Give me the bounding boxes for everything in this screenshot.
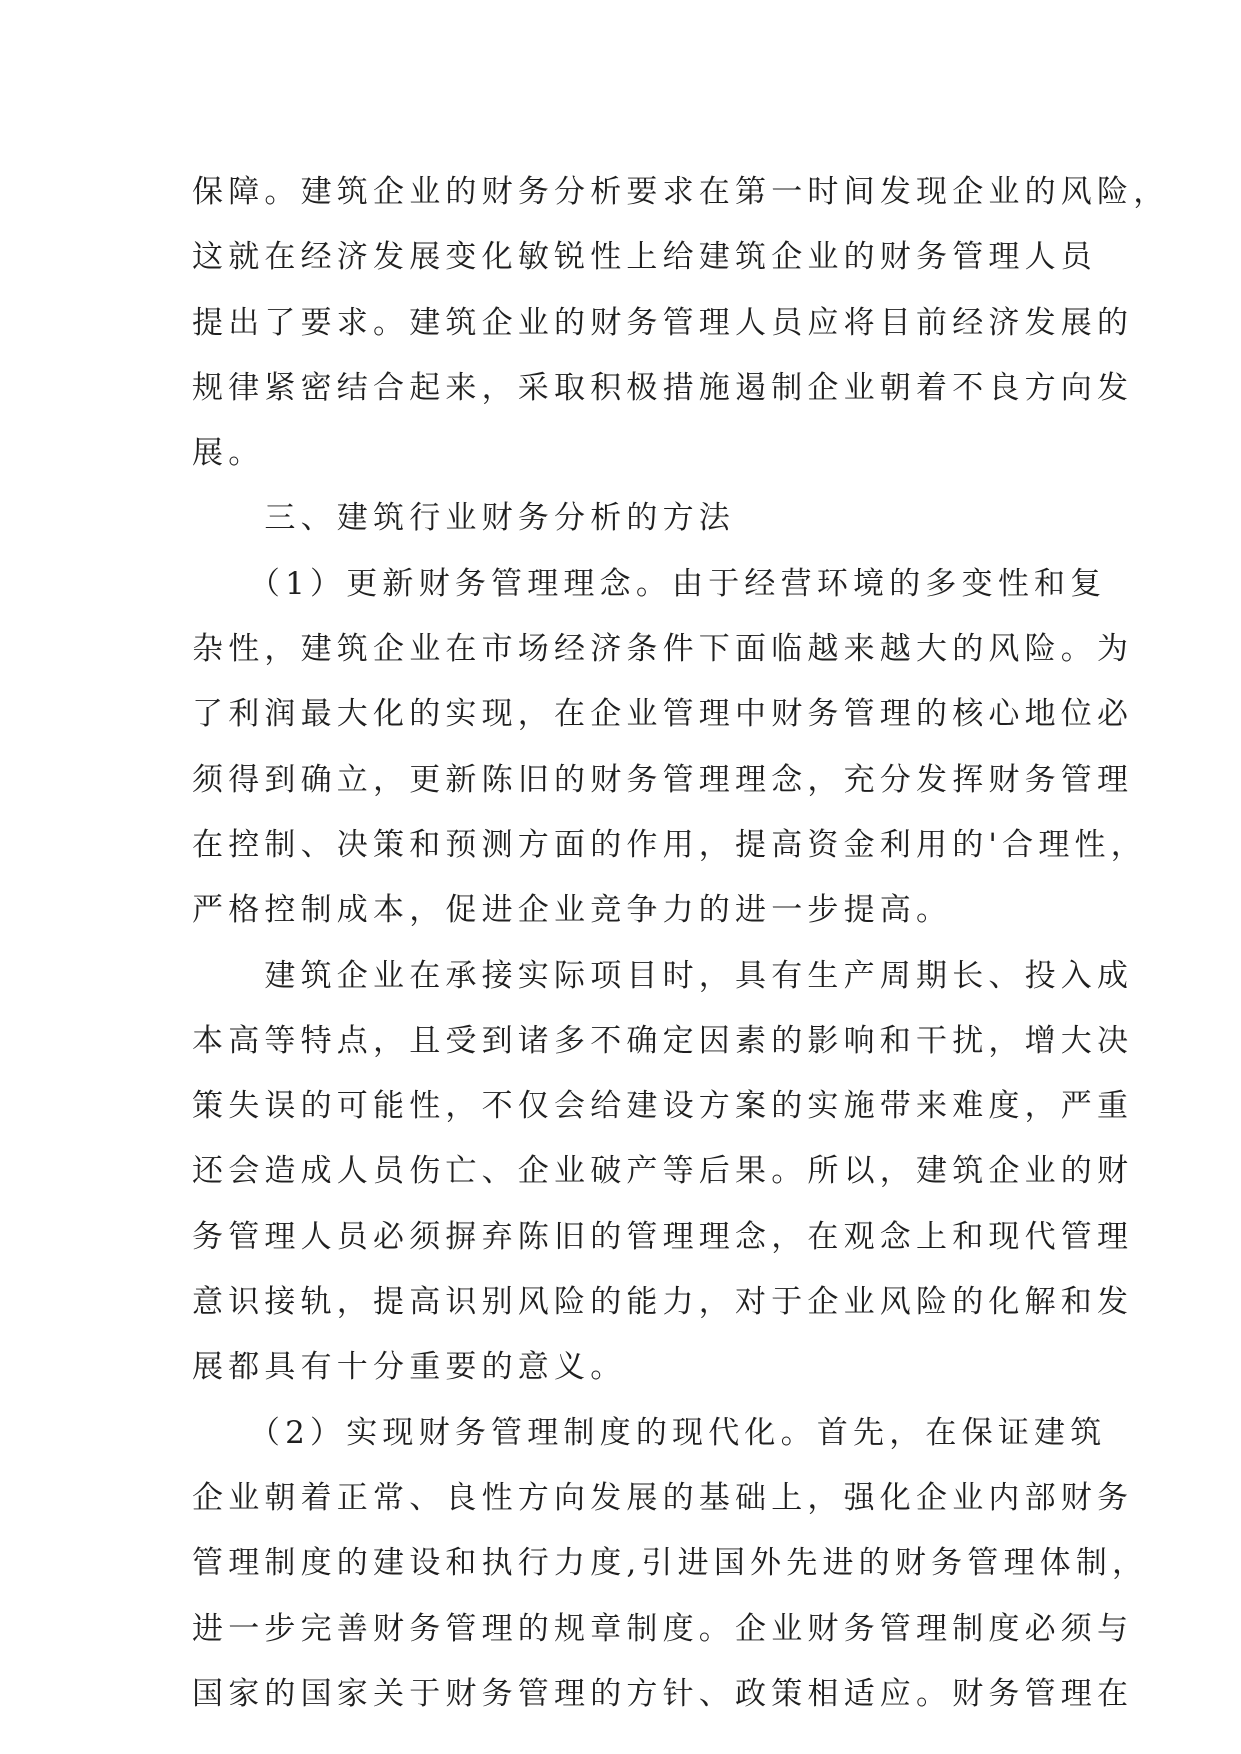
text-line: 建筑企业在承接实际项目时，具有生产周期长、投入成	[192, 957, 1134, 994]
text-line: 还会造成人员伤亡、企业破产等后果。所以，建筑企业的财	[192, 1153, 1134, 1190]
text-line: （1）更新财务管理理念。由于经营环境的多变性和复	[192, 565, 1107, 602]
text-line: 保障。建筑企业的财务分析要求在第一时间发现企业的风险，	[192, 174, 1170, 210]
text-line: 了利润最大化的实现，在企业管理中财务管理的核心地位必	[192, 696, 1134, 733]
text-line: 管理制度的建设和执行力度,引进国外先进的财务管理体制，	[192, 1545, 1149, 1582]
text-line: （2）实现财务管理制度的现代化。首先，在保证建筑	[192, 1414, 1107, 1451]
text-line: 展都具有十分重要的意义。	[192, 1349, 627, 1386]
text-line: 规律紧密结合起来，采取积极措施遏制企业朝着不良方向发	[192, 369, 1134, 406]
text-line: 在控制、决策和预测方面的作用，提高资金利用的'合理性，	[192, 826, 1147, 863]
text-line: 展。	[192, 435, 265, 472]
text-line: 须得到确立，更新陈旧的财务管理理念，充分发挥财务管理	[192, 761, 1134, 798]
text-line: 意识接轨，提高识别风险的能力，对于企业风险的化解和发	[192, 1284, 1134, 1321]
body-text	[192, 160, 1170, 1727]
text-line: 本高等特点，且受到诸多不确定因素的影响和干扰，增大决	[192, 1022, 1134, 1059]
text-line: 国家的国家关于财务管理的方针、政策相适应。财务管理在	[192, 1675, 1134, 1712]
section-heading: 三、建筑行业财务分析的方法	[192, 500, 735, 537]
text-line: 务管理人员必须摒弃陈旧的管理理念，在观念上和现代管理	[192, 1218, 1134, 1255]
text-line: 杂性，建筑企业在市场经济条件下面临越来越大的风险。为	[192, 631, 1134, 668]
text-line: 策失误的可能性，不仅会给建设方案的实施带来难度，严重	[192, 1088, 1134, 1125]
text-line: 进一步完善财务管理的规章制度。企业财务管理制度必须与	[192, 1610, 1134, 1647]
text-line: 提出了要求。建筑企业的财务管理人员应将目前经济发展的	[192, 304, 1134, 341]
text-line: 严格控制成本，促进企业竞争力的进一步提高。	[192, 892, 953, 929]
text-line: 这就在经济发展变化敏锐性上给建筑企业的财务管理人员	[192, 239, 1097, 276]
text-line: 企业朝着正常、良性方向发展的基础上，强化企业内部财务	[192, 1479, 1134, 1516]
